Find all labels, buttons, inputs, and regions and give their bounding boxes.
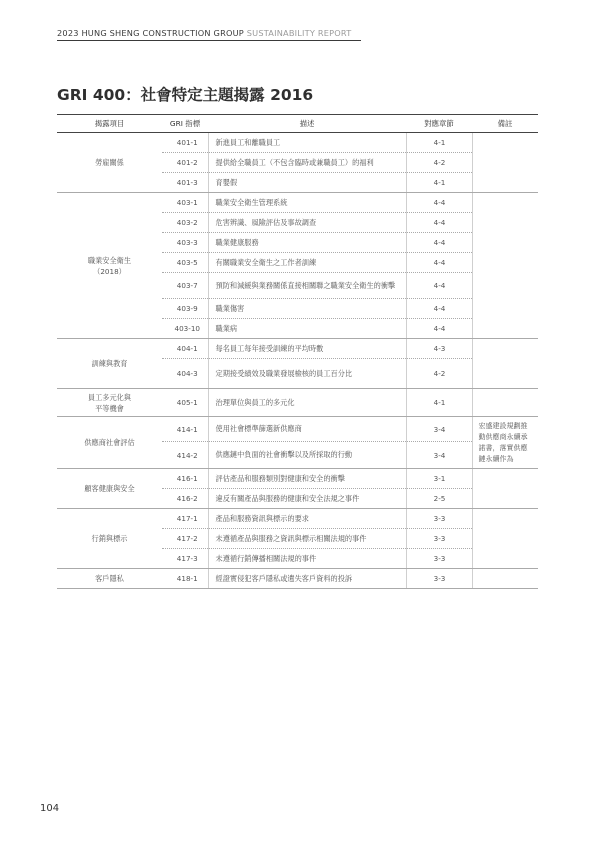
table-row — [57, 569, 538, 589]
description-cell: 治理單位與員工的多元化 — [208, 389, 406, 417]
col-header-chapter: 對應章節 — [406, 115, 472, 133]
note-cell — [472, 509, 538, 569]
note-cell — [472, 133, 538, 193]
chapter-cell: 3-3 — [406, 569, 472, 589]
chapter-cell: 4-4 — [406, 273, 472, 299]
gri-cell: 414-2 — [162, 442, 208, 469]
chapter-cell: 4-4 — [406, 213, 472, 233]
chapter-cell: 3-1 — [406, 469, 472, 489]
page-number: 104 — [40, 803, 60, 814]
table-header-row — [57, 115, 538, 133]
chapter-cell: 3-4 — [406, 417, 472, 442]
table-row — [57, 193, 538, 213]
table-row — [57, 509, 538, 529]
note-cell: 宏盛建設規劃推動供應商永續承諾書，落實供應鏈永續作為 — [472, 417, 538, 469]
description-cell: 違反有關產品與服務的健康和安全法規之事件 — [208, 489, 406, 509]
chapter-cell: 4-1 — [406, 389, 472, 417]
gri-cell: 404-1 — [162, 339, 208, 359]
description-cell: 職業安全衛生管理系統 — [208, 193, 406, 213]
description-cell: 職業健康服務 — [208, 233, 406, 253]
description-cell: 職業病 — [208, 319, 406, 339]
chapter-cell: 4-4 — [406, 233, 472, 253]
col-header-topic: 揭露項目 — [57, 115, 162, 133]
report-title-light: SUSTAINABILITY REPORT — [246, 28, 352, 38]
chapter-cell: 3-3 — [406, 549, 472, 569]
gri-cell: 401-3 — [162, 173, 208, 193]
chapter-cell: 4-2 — [406, 153, 472, 173]
gri-cell: 403-10 — [162, 319, 208, 339]
table-row — [57, 469, 538, 489]
gri-cell: 403-7 — [162, 273, 208, 299]
chapter-cell: 2-5 — [406, 489, 472, 509]
gri-cell: 401-2 — [162, 153, 208, 173]
description-cell: 危害辨識、風險評估及事故調查 — [208, 213, 406, 233]
topic-cell: 客戶隱私 — [57, 569, 162, 589]
gri-index-table — [57, 114, 538, 589]
chapter-cell: 4-1 — [406, 173, 472, 193]
gri-cell: 403-5 — [162, 253, 208, 273]
table-row — [57, 417, 538, 442]
note-cell — [472, 469, 538, 509]
description-cell: 供應鏈中負面的社會衝擊以及所採取的行動 — [208, 442, 406, 469]
chapter-cell: 3-4 — [406, 442, 472, 469]
note-cell — [472, 389, 538, 417]
gri-cell: 403-2 — [162, 213, 208, 233]
description-cell: 未遵循產品與服務之資訊與標示相關法規的事件 — [208, 529, 406, 549]
gri-cell: 403-3 — [162, 233, 208, 253]
description-cell: 評估產品和服務類別對健康和安全的衝擊 — [208, 469, 406, 489]
table-row — [57, 133, 538, 153]
description-cell: 育嬰假 — [208, 173, 406, 193]
topic-cell: 勞雇關係 — [57, 133, 162, 193]
gri-cell: 417-2 — [162, 529, 208, 549]
gri-cell: 417-3 — [162, 549, 208, 569]
description-cell: 經證實侵犯客戶隱私或遺失客戶資料的投訴 — [208, 569, 406, 589]
gri-cell: 401-1 — [162, 133, 208, 153]
gri-cell: 417-1 — [162, 509, 208, 529]
gri-cell: 403-1 — [162, 193, 208, 213]
description-cell: 預防和減緩與業務關係直接相關聯之職業安全衛生的衝擊 — [208, 273, 406, 299]
topic-cell: 職業安全衛生 （2018） — [57, 193, 162, 339]
col-header-gri: GRI 指標 — [162, 115, 208, 133]
gri-cell: 414-1 — [162, 417, 208, 442]
chapter-cell: 4-4 — [406, 319, 472, 339]
table-body — [57, 133, 538, 589]
topic-cell: 行銷與標示 — [57, 509, 162, 569]
chapter-cell: 3-3 — [406, 529, 472, 549]
table-row — [57, 339, 538, 359]
gri-cell: 404-3 — [162, 359, 208, 389]
table-row — [57, 389, 538, 417]
note-cell — [472, 339, 538, 389]
gri-cell: 416-1 — [162, 469, 208, 489]
topic-cell: 顧客健康與安全 — [57, 469, 162, 509]
chapter-cell: 3-3 — [406, 509, 472, 529]
report-header — [57, 28, 351, 38]
header-rule — [57, 40, 361, 41]
gri-cell: 418-1 — [162, 569, 208, 589]
chapter-cell: 4-3 — [406, 339, 472, 359]
chapter-cell: 4-1 — [406, 133, 472, 153]
description-cell: 新進員工和離職員工 — [208, 133, 406, 153]
description-cell: 每名員工每年接受訓練的平均時數 — [208, 339, 406, 359]
topic-cell: 供應商社會評估 — [57, 417, 162, 469]
col-header-description: 描述 — [208, 115, 406, 133]
chapter-cell: 4-2 — [406, 359, 472, 389]
description-cell: 使用社會標準篩選新供應商 — [208, 417, 406, 442]
page-title: GRI 400：社會特定主題揭露 2016 — [57, 86, 314, 104]
description-cell: 提供給全職員工（不包含臨時或兼職員工）的福利 — [208, 153, 406, 173]
gri-cell: 416-2 — [162, 489, 208, 509]
topic-cell: 員工多元化與 平等機會 — [57, 389, 162, 417]
col-header-note: 備註 — [472, 115, 538, 133]
description-cell: 定期接受績效及職業發展檢核的員工百分比 — [208, 359, 406, 389]
description-cell: 產品和服務資訊與標示的要求 — [208, 509, 406, 529]
description-cell: 有關職業安全衛生之工作者訓練 — [208, 253, 406, 273]
chapter-cell: 4-4 — [406, 299, 472, 319]
topic-cell: 訓練與教育 — [57, 339, 162, 389]
chapter-cell: 4-4 — [406, 253, 472, 273]
gri-cell: 405-1 — [162, 389, 208, 417]
chapter-cell: 4-4 — [406, 193, 472, 213]
description-cell: 未遵循行銷傳播相關法規的事件 — [208, 549, 406, 569]
gri-cell: 403-9 — [162, 299, 208, 319]
report-title-main: 2023 HUNG SHENG CONSTRUCTION GROUP — [57, 28, 247, 38]
note-cell — [472, 569, 538, 589]
note-cell — [472, 193, 538, 339]
description-cell: 職業傷害 — [208, 299, 406, 319]
